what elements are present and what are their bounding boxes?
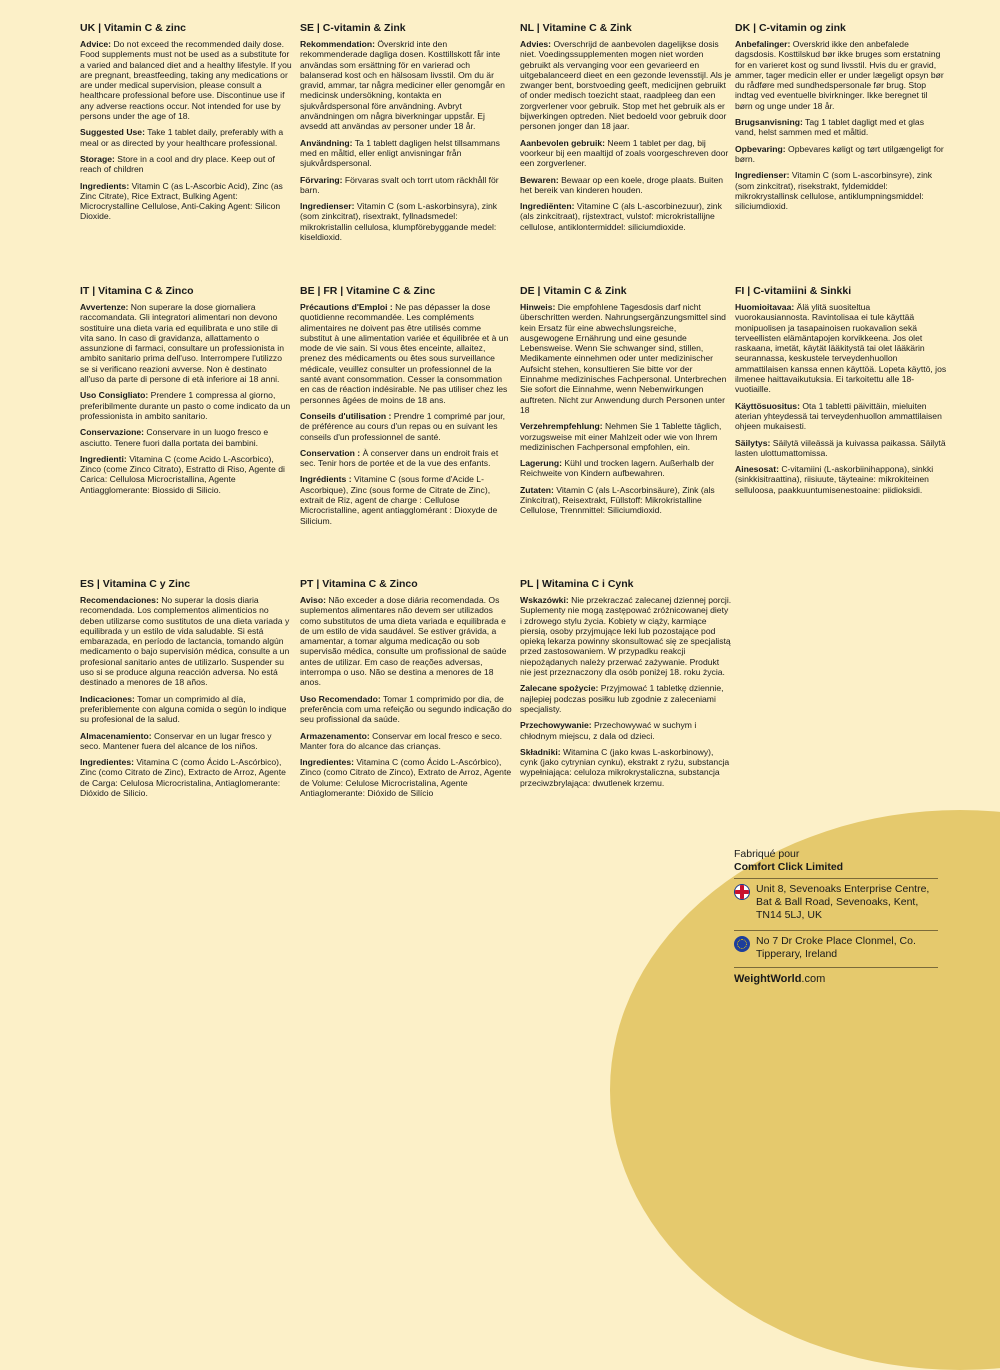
section-label: Précautions d'Emploi : [300, 302, 393, 312]
section-label: Zutaten: [520, 484, 554, 495]
column-title: DK | C-vitamin og zink [735, 22, 846, 34]
section [520, 175, 732, 196]
ie-address-row [734, 930, 938, 965]
section-label: Ingredientes: [80, 757, 134, 768]
section-text: Överskrid inte den rekommenderade dagliga dosen. Kosttillskott får inte användas som ersättning för en varierad och balanserad kost och en hälsosam livsstil. Om du är gravid, ammar, tar några mediciner eller genomgår en medicinsk undersökning, kontakta en sjukvårdspersonal före användning. Avbryt användningen om några biverkningar uppstår. Ej avsedd att användas av personer under 18 år. [300, 39, 505, 132]
column-befr [300, 285, 512, 532]
section-label: Aanbevolen gebruik: [520, 137, 605, 148]
section-text: Conservare in un luogo fresco e asciutto. Tenere fuori dalla portata dei bambini. [80, 427, 269, 448]
section-label: Ingredienser: [300, 201, 355, 212]
section-label: Almacenamiento: [80, 730, 152, 741]
section-label: Rekommendation: [300, 39, 375, 49]
section-text: Vitamin C (som L-askorbinsyra), zink (som zinkcitrat), risextrakt, fyllnadsmedel: mikrokristallin cellulosa, klumpförebyggande medel: kiseldioxid. [300, 201, 498, 243]
section-text: Ota 1 tabletti päivittäin, mieluiten aterian yhteydessä tai terveydenhuollon ammattilaisen ohjeen mukaisesti. [735, 400, 942, 432]
section-text: Conservar em local fresco e seco. Manter fora do alcance das crianças. [300, 730, 503, 751]
section-text: Vitamina C (como Ácido L-Ascórbico), Zinc (como Citrato de Zinc), Extracto de Arroz, Agente de Carga: Celulosa Microcristalina, Antiaglomerante: Dióxido de Silicio. [80, 757, 286, 799]
section [520, 201, 732, 232]
fabrique-block [734, 848, 938, 874]
section-label: Avvertenze: [80, 302, 129, 312]
section-text: Nehmen Sie 1 Tablette täglich, vorzugsweise mit einer Mahlzeit oder wie von Ihrem medizinischen Fachpersonal empfohlen, ein. [520, 421, 722, 452]
section-text: Förvaras svalt och torrt utom räckhåll för barn. [300, 174, 499, 195]
column-title: BE | FR | Vitamine C & Zinc [300, 285, 436, 297]
section-text: Prendre 1 comprimé par jour, de préférence au cours d'un repas ou en suivant les conseils d'un professionnel de santé. [300, 410, 506, 442]
section-text: Vitamin C (als L-Ascorbinsäure), Zink (als Zinkcitrat), Reisextrakt, Füllstoff: Mikrokristalline Cellulose, Trennmittel: Siliciumdioxid. [520, 484, 715, 516]
section [300, 201, 512, 242]
section-label: Verzehrempfehlung: [520, 421, 603, 432]
section [300, 595, 512, 688]
section [520, 39, 732, 132]
section-text: Die empfohlene Tagesdosis darf nicht überschritten werden. Nahrungsergänzungsmittel sind kein Ersatz für eine abwechslungsreiche, ausgewogene Ernährung und eine gesunde Lebensweise. Wenn Sie schwanger sind, stillen, Medikamente einnehmen oder unter medizinischer Aufsicht stehen, konsultieren Sie bitte vor der Einnahme medizinisches Fachpersonal. Unterbrechen Sie sofort die Einnahme, wenn Nebenwirkungen auftreten. Nicht zur Anwendung durch Personen unter 18 [520, 302, 727, 415]
section-text: À conserver dans un endroit frais et sec. Tenir hors de portée et de la vue des enfants. [300, 447, 499, 469]
section-label: Indicaciones: [80, 693, 135, 704]
section [80, 181, 292, 222]
section-text: Vitamin C (som L-ascorbinsyre), zink (som zinkcitrat), risekstrakt, fyldemiddel: mikrokrystallinsk cellulose, antiklumpningsmiddel: siliciumdioxid. [735, 170, 933, 212]
uk-flag-icon [734, 884, 750, 900]
section [735, 302, 947, 395]
section [520, 302, 732, 415]
column-title: NL | Vitamine C & Zink [520, 22, 632, 34]
section-label: Opbevaring: [735, 143, 786, 154]
section-text: Älä ylitä suositeltua vuorokausiannosta. Ravintolisaa ei tule käyttää monipuolisen ja tasapainoisen ruokavalion sekä terveellisten elämäntapojen korvikkeena. Jos olet raskaana, imetät, käytät lääkitystä tai olet lääkärin seurannassa, keskustele terveydenhuollon ammattilaisen kanssa ennen käyttöä. Lopeta käyttö, jos ilmenee haittavaikutuksia. Ei tarkoitettu alle 18-vuotiaille. [735, 302, 947, 395]
section-text: Vitamine C (als L-ascorbinezuur), zink (als zinkcitraat), rijstextract, vulstof: microkristallijne cellulose, antiklontermiddel: siliciumdioxide. [520, 201, 722, 232]
section-text: Ne pas dépasser la dose quotidienne recommandée. Les compléments alimentaires ne doivent pas être utilisés comme substitut à une alimentation variée et équilibrée et à un mode de vie sain. Si vous êtes enceinte, allaitez, prenez des médicaments ou êtes sous surveillance médicale, veuillez consulter un professionnel de la santé avant consommation. Cesser la consommation en cas de réaction indésirable. Ne pas utiliser chez les personnes âgées de moins de 18 ans. [300, 302, 509, 405]
fabrique-line: Fabriqué pour [734, 848, 800, 860]
section [300, 731, 512, 752]
section [520, 595, 732, 677]
column-title: IT | Vitamina C & Zinco [80, 285, 194, 297]
section-label: Przechowywanie: [520, 720, 592, 731]
section-text: Ta 1 tablett dagligen helst tillsammans med en måltid, eller enligt anvisningar från sjukvårdspersonal. [300, 137, 500, 169]
section [735, 39, 947, 111]
section [80, 154, 292, 175]
section [520, 458, 732, 479]
section-label: Uso Consigliato: [80, 390, 149, 401]
column-title: PT | Vitamina C & Zinco [300, 578, 418, 590]
section [300, 302, 512, 405]
section-label: Storage: [80, 153, 115, 164]
website-tld: .com [801, 973, 826, 985]
section-text: Bewaar op een koele, droge plaats. Buiten het bereik van kinderen houden. [520, 174, 724, 195]
website [734, 967, 938, 986]
section [520, 485, 732, 516]
section-label: Käyttösuositus: [735, 400, 800, 411]
section [80, 302, 292, 384]
section-label: Suggested Use: [80, 127, 145, 138]
section [80, 757, 292, 798]
section-text: Przyjmować 1 tabletkę dziennie, najlepiej podczas posiłku lub zgodnie z zaleceniami specjalisty. [520, 683, 724, 714]
column-title: UK | Vitamin C & zinc [80, 22, 187, 34]
column-se [300, 22, 512, 248]
section [300, 39, 512, 132]
section-text: Store in a cool and dry place. Keep out of reach of children [80, 153, 275, 175]
section [80, 390, 292, 421]
section-text: Vitamina C (come Acido L-Ascorbico), Zinco (come Zinco Citrato), Estratto di Riso, Agente di Carica: Cellulosa Microcristallina, Agente Antiagglomerante: Biossido di Silicio. [80, 453, 285, 495]
section [300, 411, 512, 442]
section-label: Uso Recomendado: [300, 693, 381, 704]
section [520, 138, 732, 169]
section-text: Säilytä viileässä ja kuivassa paikassa. Säilytä lasten ulottumattomissa. [735, 437, 946, 458]
section-label: Brugsanvisning: [735, 117, 803, 128]
column-dk [735, 22, 947, 217]
section-text: Nie przekraczać zalecanej dziennej porcji. Suplementy nie mogą zastępować zróżnicowanej diety i zdrowego stylu życia. Kobiety w ciąży, karmiące piersią, osoby przyjmujące leki lub pozostające pod opieką lekarza powinny skonsultować się ze specjalistą przed zastosowaniem. W przypadku reakcji niepożądanych należy przerwać zażywanie. Produkt nie jest przeznaczony dla osób poniżej 18. roku życia. [520, 595, 732, 678]
eu-flag-icon [734, 936, 750, 952]
section [735, 144, 947, 165]
section-text: C-vitamiini (L-askorbiinihappona), sinkki (sinkkisitraattina), riisiuute, täyteaine: mikrokiteinen selluloosa, paakkuuntumisenestoaine: piidioksidi. [735, 464, 934, 495]
section-label: Ingredientes: [300, 757, 354, 768]
section [80, 595, 292, 688]
section [735, 170, 947, 211]
section-label: Aviso: [300, 595, 326, 605]
section [80, 39, 292, 121]
section-text: Opbevares køligt og tørt utilgængeligt for børn. [735, 143, 944, 164]
section-text: Non superare la dose giornaliera raccomandata. Gli integratori alimentari non devono sostituire una dieta varia ed equilibrata e uno stile di vita sano. In caso di gravidanza, allattamento o assunzione di farmaci, consultare un professionista in ambito sanitario prima dell'uso. Interrompere l'utilizzo se si verificano reazioni avverse. Non è destinato all'uso da parte di persone di età inferiore ai 18 anni. [80, 302, 284, 385]
section-label: Säilytys: [735, 437, 771, 448]
section-text: Vitamin C (as L-Ascorbic Acid), Zinc (as Zinc Citrate), Rice Extract, Bulking Agent: Microcrystalline Cellulose, Anti-Caking Agent: Silicon Dioxide. [80, 180, 283, 222]
section-label: Lagerung: [520, 458, 563, 469]
section-text: Vitamina C (como Ácido L-Ascórbico), Zinco (como Citrato de Zinco), Extrato de Arroz, Agente de Volume: Celulose Microcristalina, Agente Antiaglomerante: Dióxido de Silício [300, 757, 512, 799]
section-text: Vitamine C (sous forme d'Acide L-Ascorbique), Zinc (sous forme de Citrate de Zinc), extrait de Riz, agent de charge : Cellulose Microcristalline, agent antiagglomérant : Dioxyde de Silicium. [300, 474, 498, 526]
section-text: Prendere 1 compressa al giorno, preferibilmente durante un pasto o come indicato da un professionista in ambito sanitario. [80, 390, 291, 421]
section-label: Conservazione: [80, 427, 144, 438]
column-title: ES | Vitamina C y Zinc [80, 578, 191, 590]
section [80, 731, 292, 752]
section-text: Overskrid ikke den anbefalede dagsdosis. Kosttilskud bør ikke bruges som erstatning for en varieret kost og sund livsstil. Hvis du er gravid, ammer, tager medicin eller er under lægeligt opsyn bør du rådføre med sundhedspersonale før brug. Stop indtag ved eventuelle bivirkninger. Ikke beregnet til børn og unge under 18 år. [735, 39, 944, 111]
column-title: DE | Vitamin C & Zink [520, 285, 627, 297]
section [735, 401, 947, 432]
section-text: Tag 1 tablet dagligt med et glas vand, helst sammen med et måltid. [735, 117, 925, 138]
section-label: Conseils d'utilisation : [300, 410, 392, 421]
column-title: SE | C-vitamin & Zink [300, 22, 406, 34]
section-label: Hinweis: [520, 302, 556, 312]
section [300, 138, 512, 169]
section [300, 175, 512, 196]
section-label: Anbefalinger: [735, 39, 791, 49]
section-text: Tomar 1 comprimido por dia, de preferência com uma refeição ou segundo indicação do seu profissional da saúde. [300, 693, 512, 725]
section [520, 683, 732, 714]
section [520, 421, 732, 452]
section-label: Advice: [80, 39, 112, 49]
column-fi [735, 285, 947, 501]
section-label: Zalecane spożycie: [520, 683, 599, 694]
section [520, 747, 732, 788]
section-label: Huomioitavaa: [735, 302, 795, 312]
section-label: Ingrediënten: [520, 201, 575, 212]
column-title: FI | C-vitamiini & Sinkki [735, 285, 852, 297]
section-label: Armazenamento: [300, 730, 370, 741]
section [80, 127, 292, 148]
section-label: Förvaring: [300, 174, 343, 185]
section [300, 448, 512, 469]
manufacturer-footer [734, 848, 938, 986]
section-text: Neem 1 tablet per dag, bij voorkeur bij een maaltijd of zoals voorgeschreven door een zorgverlener. [520, 137, 729, 169]
company-name: Comfort Click Limited [734, 861, 844, 873]
section-label: Wskazówki: [520, 595, 569, 605]
section-text: Kühl und trocken lagern. Außerhalb der Reichweite von Kindern aufbewahren. [520, 458, 714, 479]
section [735, 117, 947, 138]
column-it [80, 285, 292, 501]
section-label: Ingredienti: [80, 453, 127, 464]
section-label: Conservation : [300, 447, 361, 458]
section-text: Overschrijd de aanbevolen dagelijkse dosis niet. Voedingssupplementen mogen niet worden gebruikt als vervanging voor een gevarieerd en uitgebalanceerd dieet en een gezonde levensstijl. Als je zwanger bent, borstvoeding geeft, medicijnen gebruikt of onder medisch toezicht staat, raadpleeg dan een zorgverlener voor gebruik. Stop met het gebruik als er bijwerkingen optreden. Niet bedoeld voor gebruik door personen jonger dan 18 jaar. [520, 39, 732, 132]
section-label: Ingrédients : [300, 474, 352, 485]
section-label: Bewaren: [520, 174, 559, 185]
section-label: Ingredients: [80, 180, 130, 191]
ie-address: No 7 Dr Croke Place Clonmel, Co. Tipperary, Ireland [756, 935, 916, 960]
section [300, 694, 512, 725]
column-title: PL | Witamina C i Cynk [520, 578, 634, 590]
uk-address: Unit 8, Sevenoaks Enterprise Centre, Bat & Ball Road, Sevenoaks, Kent, TN14 5LJ, UK [756, 883, 930, 921]
column-de [520, 285, 732, 522]
section-text: Do not exceed the recommended daily dose. Food supplements must not be used as a substitute for a varied and balanced diet and a healthy lifestyle. If you are pregnant, breastfeeding, taking any medications or are under medical supervision, please consult a healthcare professional before use. Discontinue use if any adverse reactions occur. Not intended for use by persons under the age of 18. [80, 39, 292, 122]
column-pl [520, 578, 732, 794]
uk-address-row [734, 878, 938, 926]
section-text: Przechowywać w suchym i chłodnym miejscu, z dala od dzieci. [520, 720, 697, 741]
section [735, 438, 947, 459]
section-text: No superar la dosis diaria recomendada. Los complementos alimenticios no deben utilizarse como sustitutos de una dieta variada y equilibrada y un estilo de vida saludable. Si está embarazada, en período de lactancia, tomando algún medicamento o bajo supervisión médica, consulte a un profesional sanitario antes de utilizarlo. Suspender su uso si se produce alguna reacción adversa. No está destinado a menores de 18 años. [80, 595, 290, 688]
section-text: Witamina C (jako kwas L-askorbinowy), cynk (jako cytrynian cynku), ekstrakt z ryżu, substancja wypełniająca: celuloza mikrokrystaliczna, substancja przeciwzbrylająca: dwutlenek krzemu. [520, 746, 730, 788]
column-nl [520, 22, 732, 238]
section-text: Take 1 tablet daily, preferably with a meal or as directed by your healthcare professional. [80, 127, 284, 148]
section [735, 464, 947, 495]
section-text: Não exceder a dose diária recomendada. Os suplementos alimentares não devem ser utilizados como substitutos de uma dieta variada e equilibrada e de um estilo de vida saudável. Se estiver grávida, a amamentar, a tomar alguma medicação ou sob supervisão médica, consulte um profissional de saúde antes de utilizar. Em caso de reações adversas, interrompa o uso. Não se destina a menores de 18 anos. [300, 595, 507, 688]
section [80, 694, 292, 725]
column-pt [300, 578, 512, 804]
section-label: Ingredienser: [735, 170, 790, 181]
section-label: Recomendaciones: [80, 595, 159, 605]
section [520, 720, 732, 741]
section-label: Användning: [300, 137, 353, 148]
section-label: Składniki: [520, 746, 561, 757]
section-label: Advies: [520, 39, 552, 49]
column-uk [80, 22, 292, 228]
section [300, 757, 512, 798]
section [80, 454, 292, 495]
section [300, 474, 512, 525]
section [80, 427, 292, 448]
column-es [80, 578, 292, 804]
section-text: Conservar en un lugar fresco y seco. Mantener fuera del alcance de los niños. [80, 730, 272, 751]
website-brand: WeightWorld [734, 973, 802, 985]
section-text: Tomar un comprimido al día, preferiblemente con alguna comida o según lo indique su profesional de la salud. [80, 693, 287, 725]
section-label: Ainesosat: [735, 464, 779, 475]
